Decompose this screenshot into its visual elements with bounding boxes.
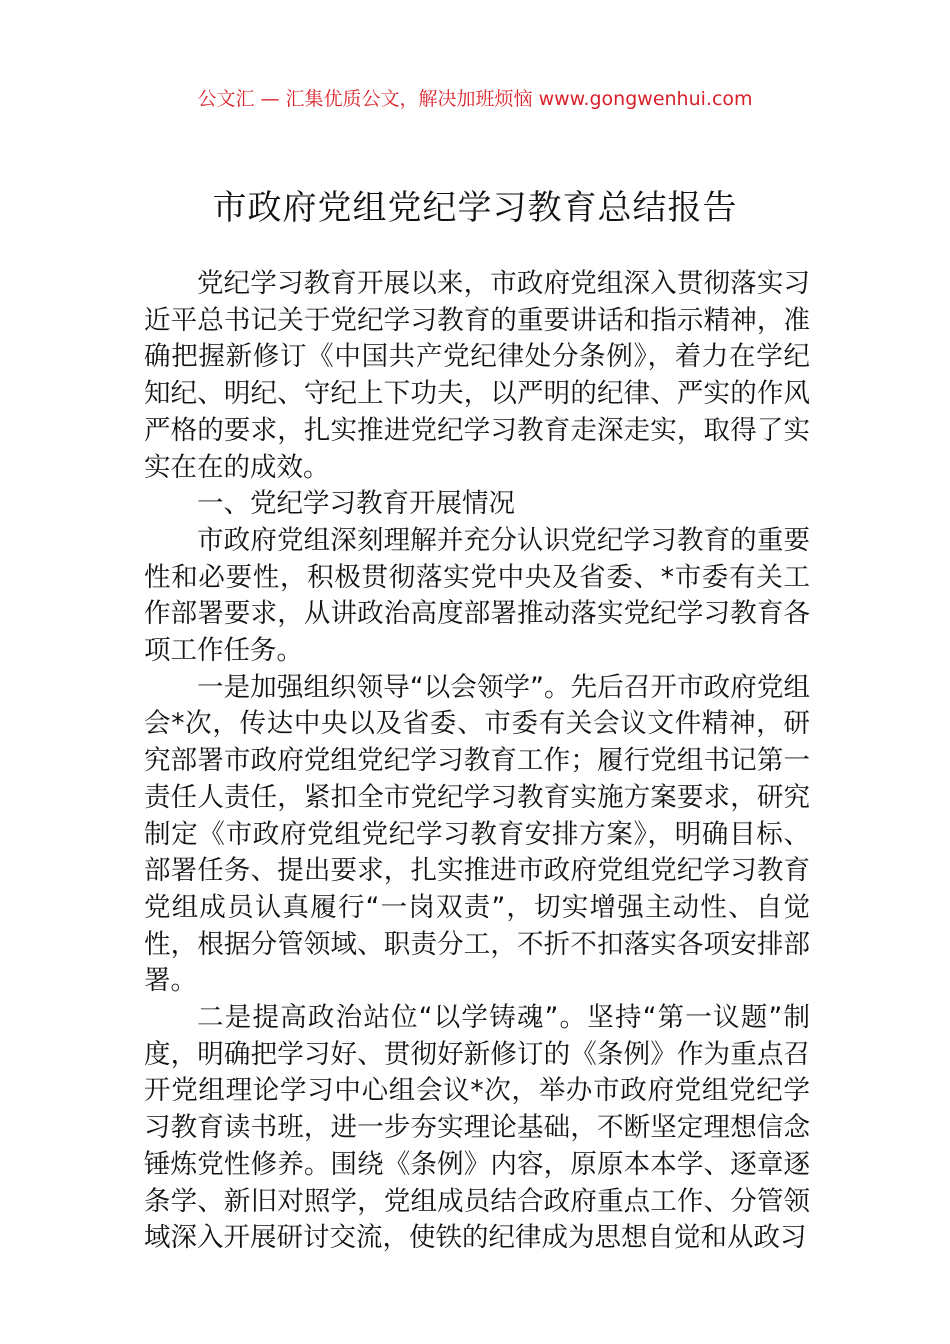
section-paragraph: 二是提高政治站位“以学铸魂”。坚持“第一议题”制度，明确把学习好、贯彻好新修订的《条例》作为重点召开党组理论学习中心组会议*次，举办市政府党组党纪学习教育读书班，进一步夯实理论基础，不断坚定理想信念锤炼党性修养。围绕《条例》内容，原原本本学、逐章逐条学、新旧对照学，党组成员结合政府重点工作、分管领域深入开展研讨交流，使铁的纪律成为思想自觉和从政习 bbox=[144, 1002, 810, 1254]
document-title: 市政府党组党纪学习教育总结报告 bbox=[212, 188, 738, 228]
section-paragraph: 一是加强组织领导“以会领学”。先后召开市政府党组会*次，传达中央以及省委、市委有关会议文件精神，研究部署市政府党组党纪学习教育工作；履行党组书记第一责任人责任，紧扣全市党纪学习教育实施方案要求，研究制定《市政府党组党纪学习教育安排方案》，明确目标、部署任务、提出要求，扎实推进市政府党组党纪学习教育党组成员认真履行“一岗双责”，切实增强主动性、自觉性，根据分管领域、职责分工，不折不扣落实各项安排部署。 bbox=[144, 671, 810, 997]
document-body bbox=[144, 266, 810, 1257]
intro-paragraph: 党纪学习教育开展以来，市政府党组深入贯彻落实习近平总书记关于党纪学习教育的重要讲话和指示精神，准确把握新修订《中国共产党纪律处分条例》，着力在学纪知纪、明纪、守纪上下功夫，以严明的纪律、严实的作风严格的要求，扎实推进党纪学习教育走深走实，取得了实实在在的成效。 bbox=[144, 268, 810, 483]
section-paragraph: 市政府党组深刻理解并充分认识党纪学习教育的重要性和必要性，积极贯彻落实党中央及省委、*市委有关工作部署要求，从讲政治高度部署推动落实党纪学习教育各项工作任务。 bbox=[144, 524, 810, 667]
watermark-header: 公文汇 — 汇集优质公文，解决加班烦恼 www.gongwenhui.com bbox=[197, 88, 753, 110]
section-heading: 一、党纪学习教育开展情况 bbox=[197, 488, 515, 520]
